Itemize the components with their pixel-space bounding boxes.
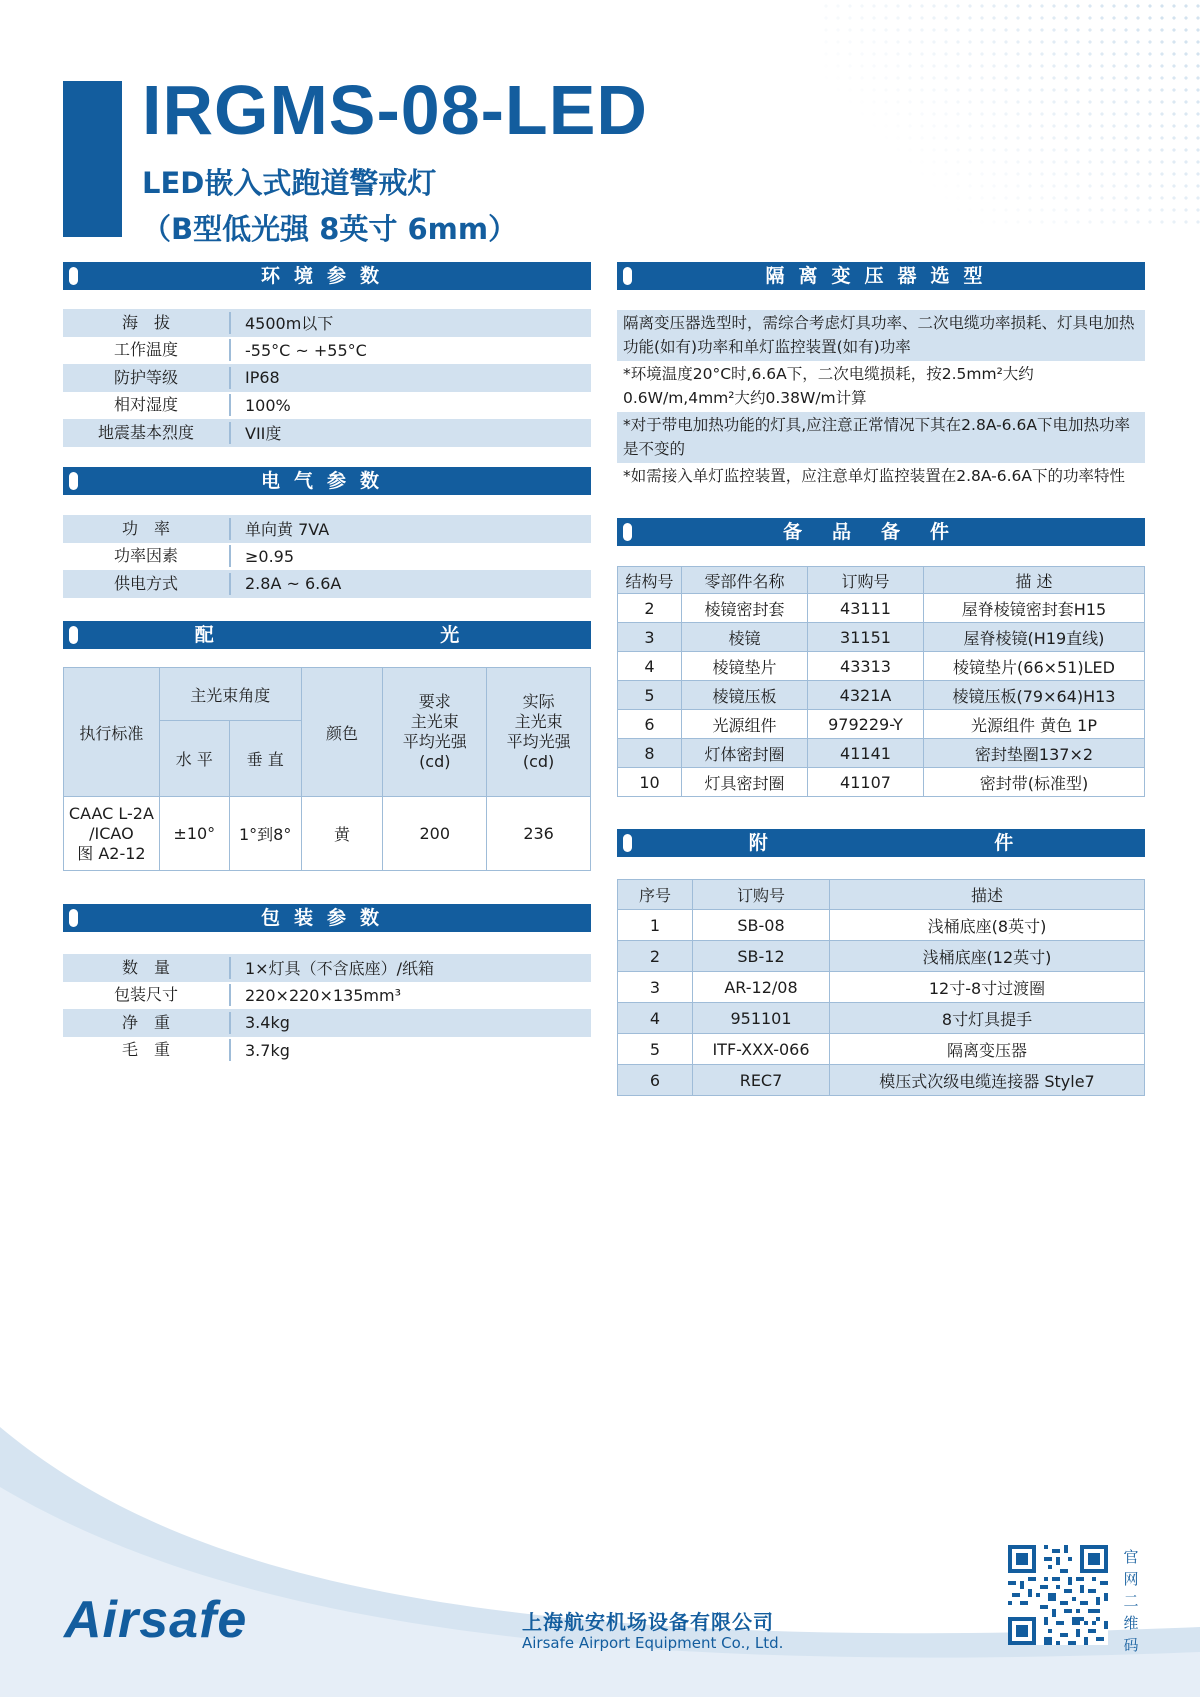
kv-row — [63, 309, 591, 337]
header-cell: 结构号 — [618, 567, 682, 594]
cell: 2 — [618, 594, 682, 623]
header-color: 颜色 — [301, 668, 383, 797]
transformer-notes — [617, 310, 1145, 491]
cell: 43111 — [808, 594, 924, 623]
cell: 屋脊棱镜(H19直线) — [924, 623, 1145, 652]
website-qr-code-icon[interactable] — [1008, 1545, 1108, 1645]
header-line: 要求 — [418, 692, 451, 711]
section-header-electrical — [63, 467, 591, 495]
header-line: 主光束 — [514, 712, 563, 731]
section-header-spares — [617, 518, 1145, 546]
cell: 43313 — [808, 652, 924, 681]
cell: 12寸-8寸过渡圈 — [830, 972, 1145, 1003]
cell: 棱镜 — [682, 623, 808, 652]
note-item: *对于带电加热功能的灯具,应注意正常情况下其在2.8A-6.6A下电加热功率是不变的 — [617, 412, 1145, 463]
table-row — [618, 768, 1145, 797]
header-required-intensity — [383, 668, 487, 797]
cell: AR-12/08 — [693, 972, 830, 1003]
product-model: IRGMS-08-LED — [142, 71, 648, 149]
header-horizontal: 水 平 — [159, 721, 229, 797]
packaging-table — [63, 954, 591, 1064]
cell: 4 — [618, 652, 682, 681]
cell: 5 — [618, 1034, 693, 1065]
header-beam-angle: 主光束角度 — [159, 668, 301, 721]
cell: 8寸灯具提手 — [830, 1003, 1145, 1034]
kv-row — [63, 954, 591, 982]
kv-key: 防护等级 — [63, 367, 231, 389]
section-pill-icon — [623, 267, 632, 285]
section-title: 电气参数 — [260, 470, 393, 492]
header-line: 实际 — [522, 692, 555, 711]
cell-horizontal: ±10° — [159, 797, 229, 871]
cell: 密封垫圈137×2 — [924, 739, 1145, 768]
accessories-table — [617, 879, 1145, 1096]
header-line: (cd) — [522, 752, 555, 771]
cell: 3 — [618, 972, 693, 1003]
header-cell: 描述 — [830, 880, 1145, 910]
kv-value: 220×220×135mm³ — [245, 985, 402, 1005]
table-row — [618, 623, 1145, 652]
kv-row — [63, 982, 591, 1010]
company-name-en: Airsafe Airport Equipment Co., Ltd. — [522, 1634, 784, 1652]
cell-required: 200 — [383, 797, 487, 871]
table-row — [618, 1034, 1145, 1065]
header-cell: 序号 — [618, 880, 693, 910]
kv-key: 供电方式 — [63, 573, 231, 595]
kv-row — [63, 515, 591, 543]
table-row — [618, 710, 1145, 739]
cell: 1 — [618, 910, 693, 941]
cell: 屋脊棱镜密封套H15 — [924, 594, 1145, 623]
section-header-light-distribution — [63, 621, 591, 649]
kv-key: 功 率 — [63, 518, 231, 540]
company-name-cn: 上海航安机场设备有限公司 — [522, 1610, 774, 1634]
cell-standard — [64, 797, 160, 871]
cell: 6 — [618, 1065, 693, 1096]
qr-code-label: 官网二维码 — [1123, 1548, 1139, 1654]
cell: REC7 — [693, 1065, 830, 1096]
section-header-accessories — [617, 829, 1145, 857]
section-title: 附 件 — [748, 832, 1124, 854]
kv-value: 3.4kg — [245, 1013, 290, 1033]
table-row — [618, 910, 1145, 941]
cell: 6 — [618, 710, 682, 739]
kv-key: 地震基本烈度 — [63, 422, 231, 444]
kv-key: 相对湿度 — [63, 394, 231, 416]
section-title: 包装参数 — [260, 907, 393, 929]
kv-row — [63, 543, 591, 571]
table-row — [618, 1065, 1145, 1096]
kv-key: 功率因素 — [63, 545, 231, 567]
section-pill-icon — [623, 834, 632, 852]
product-name-line2: （B型低光强 8英寸 6mm） — [142, 212, 518, 246]
section-pill-icon — [69, 626, 78, 644]
cell: 41107 — [808, 768, 924, 797]
kv-row — [63, 337, 591, 365]
note-item: *环境温度20°C时,6.6A下，二次电缆损耗，按2.5mm²大约0.6W/m,4mm²大约0.38W/m计算 — [623, 365, 1034, 407]
cell: 模压式次级电缆连接器 Style7 — [830, 1065, 1145, 1096]
airsafe-logo: Airsafe — [64, 1591, 248, 1649]
cell: 2 — [618, 941, 693, 972]
cell-vertical: 1°到8° — [229, 797, 301, 871]
section-title: 环境参数 — [260, 265, 393, 287]
cell-actual: 236 — [487, 797, 591, 871]
kv-row — [63, 419, 591, 447]
header-line: (cd) — [419, 752, 451, 771]
header-line: 主光束 — [410, 712, 459, 731]
note-item: 隔离变压器选型时，需综合考虑灯具功率、二次电缆功率损耗、灯具电加热功能(如有)功率和单灯监控装置(如有)功率 — [617, 310, 1145, 361]
cell: 41141 — [808, 739, 924, 768]
cell: 4 — [618, 1003, 693, 1034]
kv-key: 毛 重 — [63, 1039, 231, 1061]
header-actual-intensity — [487, 668, 591, 797]
section-title: 隔离变压器选型 — [765, 265, 997, 287]
product-name — [142, 160, 517, 252]
kv-value: -55°C ~ +55°C — [245, 340, 367, 360]
cell-line: CAAC L-2A — [68, 803, 154, 823]
product-name-line1: LED嵌入式跑道警戒灯 — [142, 166, 437, 200]
header-cell: 订购号 — [808, 567, 924, 594]
electrical-table — [63, 515, 591, 598]
table-row — [618, 972, 1145, 1003]
table-row — [618, 652, 1145, 681]
table-row — [618, 594, 1145, 623]
kv-row — [63, 1037, 591, 1065]
title-accent-bar — [63, 81, 122, 237]
cell: 8 — [618, 739, 682, 768]
header-vertical: 垂 直 — [229, 721, 301, 797]
cell: 31151 — [808, 623, 924, 652]
header-cell: 订购号 — [693, 880, 830, 910]
kv-value: 3.7kg — [245, 1040, 290, 1060]
kv-row — [63, 570, 591, 598]
cell: 光源组件 黄色 1P — [924, 710, 1145, 739]
kv-value: 100% — [245, 395, 291, 415]
section-pill-icon — [69, 909, 78, 927]
kv-value: VII度 — [245, 424, 282, 444]
note-item: *如需接入单灯监控装置，应注意单灯监控装置在2.8A-6.6A下的功率特性 — [623, 467, 1126, 485]
table-row — [618, 1003, 1145, 1034]
kv-value: 4500m以下 — [245, 314, 334, 334]
cell: 光源组件 — [682, 710, 808, 739]
kv-key: 数 量 — [63, 957, 231, 979]
cell: 隔离变压器 — [830, 1034, 1145, 1065]
kv-key: 海 拔 — [63, 312, 231, 334]
kv-row — [63, 392, 591, 420]
spares-table — [617, 566, 1145, 797]
cell: 5 — [618, 681, 682, 710]
cell: ITF-XXX-066 — [693, 1034, 830, 1065]
cell-color: 黄 — [301, 797, 383, 871]
kv-value: 2.8A ~ 6.6A — [245, 574, 342, 594]
kv-value: 1×灯具（不含底座）/纸箱 — [245, 959, 434, 979]
cell: 密封带(标准型) — [924, 768, 1145, 797]
section-header-environment — [63, 262, 591, 290]
kv-key: 净 重 — [63, 1012, 231, 1034]
cell: 10 — [618, 768, 682, 797]
table-row — [618, 941, 1145, 972]
table-row — [618, 739, 1145, 768]
cell: 浅桶底座(12英寸) — [830, 941, 1145, 972]
cell: 3 — [618, 623, 682, 652]
cell: 951101 — [693, 1003, 830, 1034]
kv-key: 工作温度 — [63, 339, 231, 361]
kv-row — [63, 364, 591, 392]
section-pill-icon — [623, 523, 632, 541]
kv-key: 包装尺寸 — [63, 984, 231, 1006]
environment-table — [63, 309, 591, 447]
header-standard: 执行标准 — [64, 668, 160, 797]
header-line: 平均光强 — [402, 732, 467, 751]
light-distribution-table — [63, 667, 591, 871]
section-pill-icon — [69, 267, 78, 285]
section-title: 备品备件 — [782, 521, 979, 543]
cell: 棱镜密封套 — [682, 594, 808, 623]
cell: 灯具密封圈 — [682, 768, 808, 797]
header-cell: 零部件名称 — [682, 567, 808, 594]
cell: 棱镜垫片 — [682, 652, 808, 681]
cell: 灯体密封圈 — [682, 739, 808, 768]
cell-line: 图 A2-12 — [77, 843, 146, 863]
cell: 棱镜垫片(66×51)LED — [924, 652, 1145, 681]
kv-row — [63, 1009, 591, 1037]
kv-value: IP68 — [245, 368, 280, 388]
cell: 浅桶底座(8英寸) — [830, 910, 1145, 941]
kv-value: ≥0.95 — [245, 546, 295, 566]
header-cell: 描 述 — [924, 567, 1145, 594]
cell: SB-12 — [693, 941, 830, 972]
decorative-dot-pattern — [820, 0, 1200, 230]
section-header-packaging — [63, 904, 591, 932]
section-header-transformer — [617, 262, 1145, 290]
kv-value: 单向黄 7VA — [245, 520, 330, 540]
table-row — [618, 681, 1145, 710]
cell: 棱镜压板(79×64)H13 — [924, 681, 1145, 710]
cell: 棱镜压板 — [682, 681, 808, 710]
cell: 979229-Y — [808, 710, 924, 739]
section-title: 配 光 — [194, 624, 570, 646]
section-pill-icon — [69, 472, 78, 490]
cell-line: /ICAO — [89, 823, 134, 843]
header-line: 平均光强 — [506, 732, 571, 751]
cell: SB-08 — [693, 910, 830, 941]
cell: 4321A — [808, 681, 924, 710]
